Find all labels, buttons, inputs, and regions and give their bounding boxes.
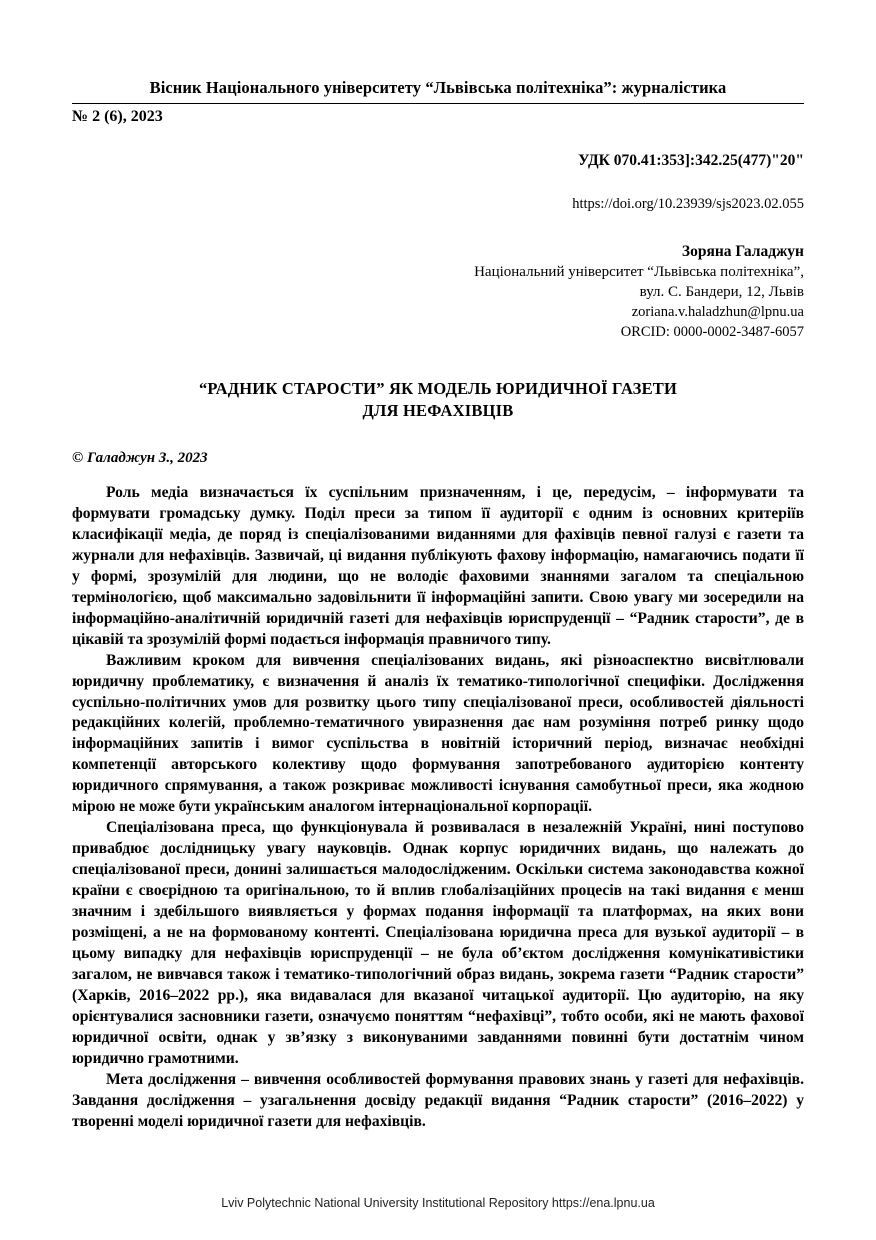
body-paragraph: Важливим кроком для вивчення спеціалізованих видань, які різноаспектно висвітлювали юридичну проблематику, є визначення й аналіз їх тематико-типологічної специфіки. Дослідження суспільно-політичних умов для розвитку цього типу спеціалізованої преси, особливостей діяльності редакційних колегій, проблемно-тематичного увиразнення дає нам розуміння потреб ринку щодо інформаційних запитів і вимог суспільства в новітній історичний період, визначає необхідні компетенції авторського колективу щодо формування запотребованого аудиторією контенту юридичного спрямування, а також розкриває можливості існування самобутньої преси, яка жодною мірою не може бути українським аналогом інтернаціональної корпорації. <box>72 651 804 816</box>
article-title-line-2: ДЛЯ НЕФАХІВЦІВ <box>362 401 514 421</box>
issue-number: № 2 (6), 2023 <box>72 108 163 125</box>
body-paragraph: Мета дослідження – вивчення особливостей формування правових знань у газеті для нефахівців. Завдання дослідження – узагальнення досвіду редакції видання “Радник старости” (2016–2022) у творенні моделі юридичної газети для нефахівців. <box>72 1070 804 1130</box>
article-title-line-1: “РАДНИК СТАРОСТИ” ЯК МОДЕЛЬ ЮРИДИЧНОЇ ГАЗЕТИ <box>198 379 678 399</box>
copyright-line: © Галаджун З., 2023 <box>72 449 208 466</box>
author-block <box>72 241 804 342</box>
author-orcid[interactable]: ORCID: 0000-0002-3487-6057 <box>620 323 804 340</box>
page-footer: Lviv Polytechnic National University Institutional Repository https://ena.lpnu.ua <box>221 1196 655 1210</box>
author-name: Зоряна Галаджун <box>681 243 804 260</box>
body-paragraph: Спеціалізована преса, що функціонувала й розвивалася в незалежній Україні, нині поступово привабдює дослідницьку увагу науковців. Однак корпус юридичних видань, що належать до спеціалізованої преси, донині залишається малодослідженим. Оскільки система законодавства кожної країни є своєрідною та оригінальною, то й вплив глобалізаційних процесів на такі видання є менш значним і здебільшого виявляється у формах подання інформації та платформах, на яких вони розміщені, а не на формованому контенті. Спеціалізована юридична преса для вузької аудиторії – в цьому випадку для нефахівців юриспруденції – не була об’єктом дослідження комунікативістики загалом, не вивчався також і тематико-типологічний образ видань, зокрема газети “Радник старости” (Харків, 2016–2022 рр.), яка видавалася для вказаної читацької аудиторії. Цю аудиторію, на яку орієнтувалися засновники газети, означуємо поняттям “нефахівці”, тобто особи, які не мають фахової юридичної освіти, однак у зв’язку з виконуваними завданнями повинні бути достатнім чином юридично грамотними. <box>72 819 804 1067</box>
header-rule <box>72 103 804 104</box>
body-paragraph: Роль медіа визначається їх суспільним призначенням, і це, передусім, – інформувати та формувати громадську думку. Поділ преси за типом її аудиторії є одним із основних критеріїв класифікації медіа, де поряд із спеціалізованими виданнями для фахівців певної галузі є газети та журнали для нефахівців. Зазвичай, ці видання публікують фахову інформацію, намагаючись подати її у формі, зрозумілій для людини, що не володіє фаховими знаннями загалом та спеціальною термінологією, щоб максимально задовільнити її інформаційні запити. Свою увагу ми зосередили на інформаційно-аналітичній юридичній газеті для нефахівців юриспруденції – “Радник старости”, де в цікавій та зрозумілій формі подається інформація правничого типу. <box>72 483 804 648</box>
doi-link[interactable]: https://doi.org/10.23939/sjs2023.02.055 <box>572 196 804 212</box>
journal-running-head: Вісник Національного університету “Львівська політехніка”: журналістика <box>149 78 727 97</box>
author-affiliation: Національний університет “Львівська політехніка”, <box>474 264 804 281</box>
udc-code: УДК 070.41:353]:342.25(477)"20" <box>578 152 804 169</box>
article-body <box>72 483 804 1133</box>
author-email[interactable]: zoriana.v.haladzhun@lpnu.ua <box>631 303 804 320</box>
article-title <box>72 378 804 422</box>
author-address: вул. С. Бандери, 12, Львів <box>639 284 804 301</box>
